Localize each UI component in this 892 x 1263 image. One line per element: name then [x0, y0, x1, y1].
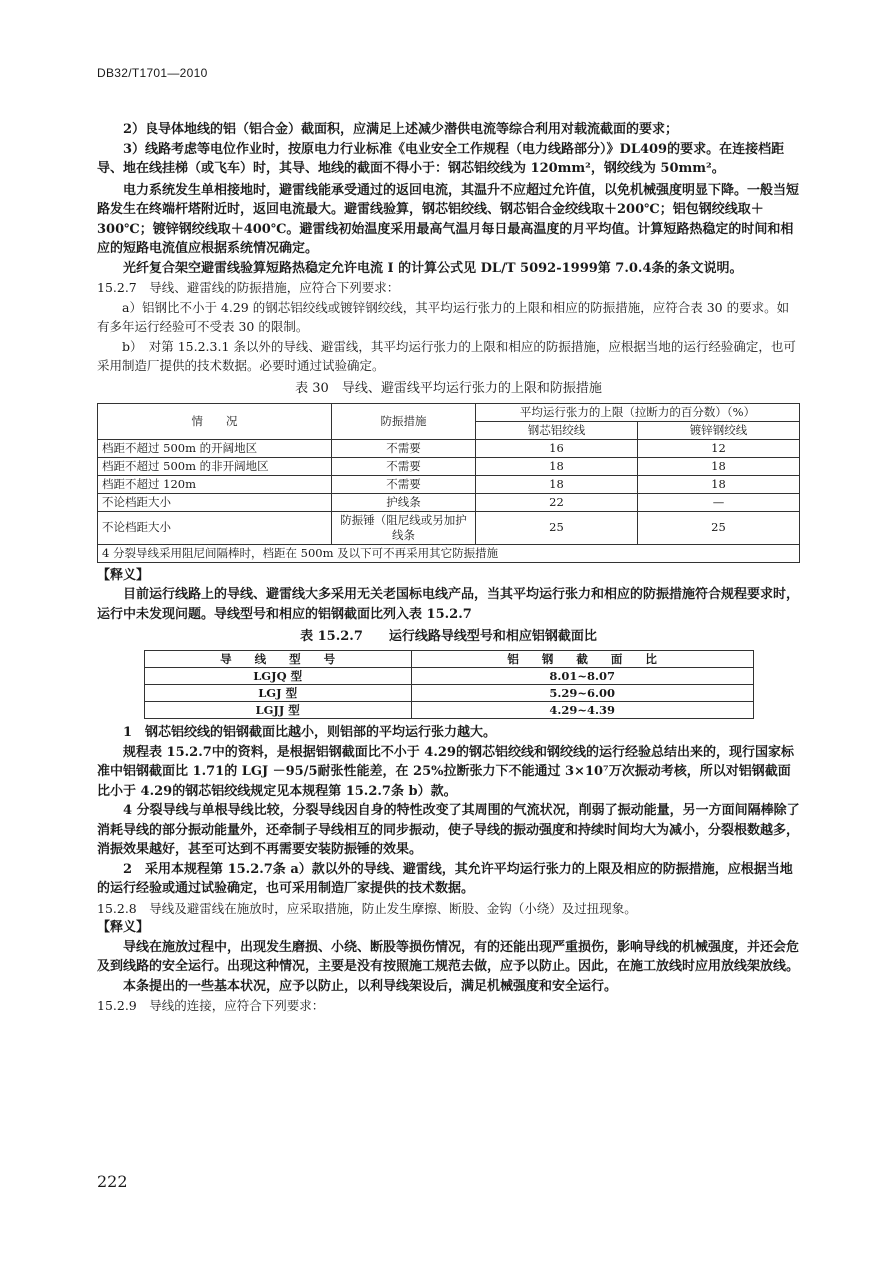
table-cell: 不需要: [332, 457, 476, 475]
page-number: 222: [97, 1172, 128, 1191]
table-30-header-gs: 镀锌钢绞线: [638, 421, 800, 439]
table-cell: 8.01~8.07: [411, 668, 753, 685]
table-cell: —: [638, 493, 800, 511]
table-30-header-condition: 情 况: [98, 403, 332, 439]
section-15-2-7-a: a）铝钢比不小于 4.29 的钢芯铝绞线或镀锌钢绞线，其平均运行张力的上限和相应的防振措施，应符合表 30 的要求。如有多年运行经验可不受表 30 的限制。: [97, 299, 790, 334]
table-row: [144, 668, 753, 685]
table-cell: 25: [476, 511, 638, 544]
shiyi-1-para-5: 2 采用本规程第 15.2.7条 a）款以外的导线、避雷线，其允许平均运行张力的上限及相应的防振措施，应根据当地的运行经验或通过试验确定，也可采用制造厂家提供的技术数据。: [97, 861, 793, 896]
intro-para-1: 2）良导体地线的铝（铝合金）截面积，应满足上述减少潜供电流等综合利用对载流截面的要求；: [123, 122, 679, 137]
table-30-note: 4 分裂导线采用阻尼间隔棒时，档距在 500m 及以下可不再采用其它防振措施: [98, 544, 800, 562]
intro-para-2: 3）线路考虑等电位作业时，按原电力行业标准《电业安全工作规程（电力线路部分）》DL409的要求。在连接档距导、地在线挂梯（或飞车）时，其导、地线的截面不得小于：钢芯铝绞线为 120mm²，钢绞线为 50mm²。: [97, 141, 785, 176]
table-cell: 档距不超过 500m 的开阔地区: [98, 439, 332, 457]
table-cell: LGJQ 型: [144, 668, 411, 685]
shiyi-1-para-1: 目前运行线路上的导线、避雷线大多采用无关老国标电线产品，当其平均运行张力和相应的防振措施符合规程要求时，运行中未发现问题。导线型号和相应的铝钢截面比列入表 15.2.7: [97, 587, 800, 622]
table-cell: 档距不超过 120m: [98, 475, 332, 493]
table-30-header-upper: 平均运行张力的上限（拉断力的百分数）（%）: [476, 403, 800, 421]
table-row: [144, 702, 753, 719]
table-cell: 不需要: [332, 475, 476, 493]
table-row: [98, 544, 800, 562]
shiyi-2-para-2: 本条提出的一些基本状况，应予以防止，以利导线架设后，满足机械强度和安全运行。: [123, 978, 618, 994]
table-30-header-measure: 防振措施: [332, 403, 476, 439]
shiyi-1-para-4: 4 分裂导线与单根导线比较，分裂导线因自身的特性改变了其周围的气流状况，削弱了振动能量，另一方面间隔棒除了消耗导线的部分振动能量外，还牵制子导线相互的同步振动，使子导线的振动强度和持续时间均大为减小，分裂根数越多，消振效果越好，甚至可达到不再需要安装防振锤的效果。: [97, 803, 800, 857]
shiyi-label-2: 【释义】: [97, 920, 150, 935]
table-cell: 16: [476, 439, 638, 457]
table-row: [98, 493, 800, 511]
table-cell: 不论档距大小: [98, 511, 332, 544]
shiyi-label-1: 【释义】: [97, 567, 150, 583]
shiyi-1-para-2: 1 钢芯铝绞线的铝钢截面比越小，则铝部的平均运行张力越大。: [123, 725, 497, 740]
section-15-2-7-b: b） 对第 15.2.3.1 条以外的导线、避雷线，其平均运行张力的上限和相应的防振措施，应根据当地的运行经验确定，也可采用制造厂提供的技术数据。必要时通过试验确定。: [97, 338, 796, 373]
table-cell: 不需要: [332, 439, 476, 457]
table-15-2-7-header-type: 导 线 型 号: [144, 651, 411, 668]
table-cell: LGJJ 型: [144, 702, 411, 719]
table-row: [98, 439, 800, 457]
section-15-2-7-title: 15.2.7 导线、避雷线的防振措施，应符合下列要求：: [97, 280, 400, 295]
table-cell: 档距不超过 500m 的非开阔地区: [98, 457, 332, 475]
table-cell: 12: [638, 439, 800, 457]
table-cell: 不论档距大小: [98, 493, 332, 511]
intro-para-3: 电力系统发生单相接地时，避雷线能承受通过的返回电流，其温升不应超过允许值，以免机械强度明显下降。一般当短路发生在终端杆塔附近时，返回电流最大。避雷线验算，钢芯铝绞线、钢芯铝合金绞线取＋200℃；铝包钢绞线取＋300℃；镀锌钢绞线取＋400℃。避雷线初始温度采用最高气温月每日最高温度的月平均值。计算短路热稳定的时间和相应的短路电流值应根据系统情况确定。: [97, 182, 800, 256]
header-standard-code: DB32/T1701—2010: [97, 66, 208, 80]
table-15-2-7-header-ratio: 铝 钢 截 面 比: [411, 651, 753, 668]
table-cell: LGJ 型: [144, 685, 411, 702]
shiyi-2-para-1: 导线在施放过程中，出现发生磨损、小绕、断股等损伤情况，有的还能出现严重损伤，影响导线的机械强度，并还会危及到线路的安全运行。出现这种情况，主要是没有按照施工规范去做，应予以防止。因此，在施工放线时应用放线架放线。: [97, 939, 800, 974]
table-row: [98, 475, 800, 493]
table-cell: 防振锤（阻尼线或另加护线条: [332, 511, 476, 544]
table-30-header-acsr: 钢芯铝绞线: [476, 421, 638, 439]
section-15-2-8: 15.2.8 导线及避雷线在施放时，应采取措施，防止发生摩擦、断股、金钩（小绕）及过扭现象。: [97, 900, 637, 916]
table-15-2-7-caption: 表 15.2.7 运行线路导线型号和相应铝钢截面比: [300, 629, 597, 644]
table-15-2-7: [144, 650, 754, 719]
table-row: [98, 511, 800, 544]
table-cell: 4.29~4.39: [411, 702, 753, 719]
table-30: [97, 403, 800, 563]
table-cell: 18: [638, 475, 800, 493]
table-cell: 18: [476, 457, 638, 475]
section-15-2-9: 15.2.9 导线的连接，应符合下列要求：: [97, 998, 325, 1013]
table-cell: 18: [476, 475, 638, 493]
table-cell: 18: [638, 457, 800, 475]
table-row: [98, 457, 800, 475]
table-cell: 25: [638, 511, 800, 544]
table-cell: 5.29~6.00: [411, 685, 753, 702]
table-cell: 22: [476, 493, 638, 511]
intro-para-4: 光纤复合架空避雷线验算短路热稳定允许电流 I 的计算公式见 DL/T 5092-1999第 7.0.4条的条文说明。: [123, 260, 743, 276]
table-cell: 护线条: [332, 493, 476, 511]
shiyi-1-para-3: 规程表 15.2.7中的资料，是根据铝钢截面比不小于 4.29的钢芯铝绞线和钢绞线的运行经验总结出来的，现行国家标准中铝钢截面比 1.71的 LGJ －95/5耐张性能差，在 25%拉断张力下不能通过 3×10⁷万次振动考核，所以对铝钢截面比小于 4.29的钢芯铝绞线规定见本规程第 15.2.7条 b）款。: [97, 744, 794, 799]
table-30-caption: 表 30 导线、避雷线平均运行张力的上限和防振措施: [295, 380, 602, 396]
table-row: [144, 685, 753, 702]
body-text: [97, 120, 800, 1016]
